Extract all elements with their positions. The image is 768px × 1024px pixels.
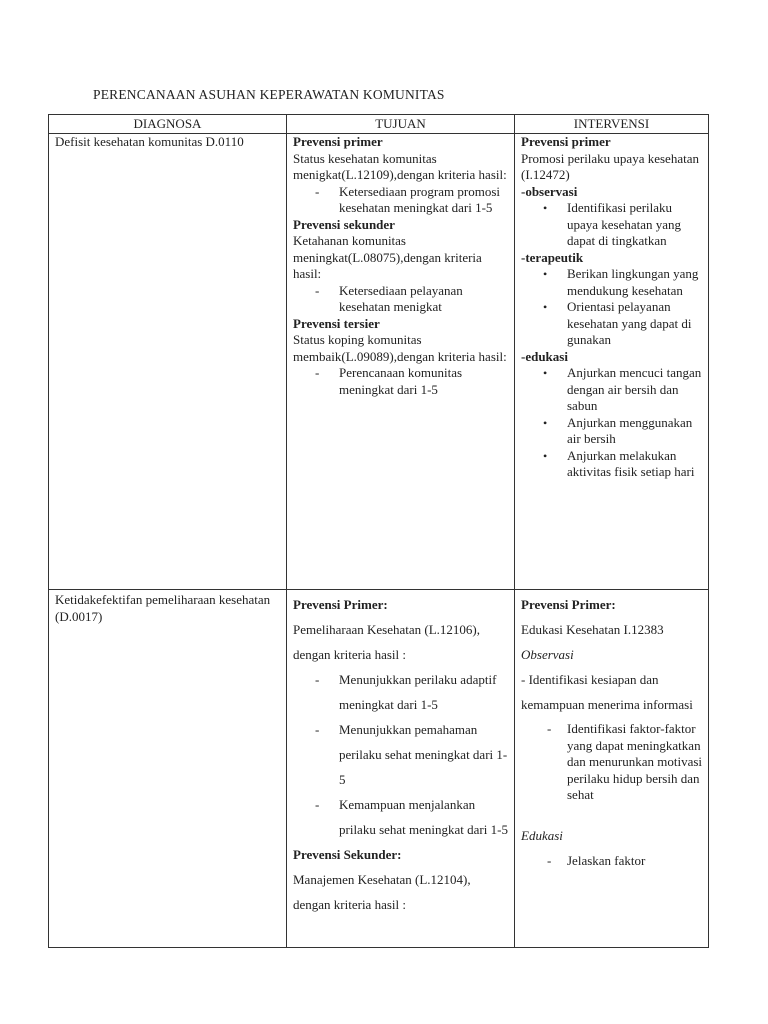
list-item: • Orientasi pelayanan kesehatan yang dapat di gunakan	[543, 299, 692, 347]
list-item: - Menunjukkan perilaku adaptif meningkat dari 1-5	[315, 672, 497, 712]
terapeutik-label: -terapeutik	[521, 249, 584, 265]
header-intervensi: INTERVENSI	[515, 115, 709, 134]
list-item: - Ketersediaan pelayanan kesehatan menigkat	[315, 282, 463, 314]
intervensi-heading: Prevensi primer	[521, 134, 611, 149]
prevensi-sekunder-heading: Prevensi Sekunder:	[293, 847, 402, 862]
list-item: • Anjurkan mencuci tangan dengan air bersih dan sabun	[543, 365, 702, 413]
prevensi-primer-heading: Prevensi Primer:	[293, 597, 388, 612]
observasi-label: Observasi	[521, 647, 574, 662]
list-item: - Jelaskan faktor	[547, 853, 646, 868]
table-row	[49, 590, 709, 948]
header-tujuan: TUJUAN	[287, 115, 515, 134]
list-item: - Menunjukkan pemahaman perilaku sehat meningkat dari 1-5	[315, 722, 508, 787]
list-item: - Perencanaan komunitas meningkat dari 1-5	[315, 365, 463, 397]
prevensi-sekunder-heading: Prevensi sekunder	[293, 216, 395, 232]
bullet-icon: •	[543, 448, 548, 463]
edukasi-label: -edukasi	[521, 348, 568, 364]
prevensi-sekunder-text: Manajemen Kesehatan (L.12104), dengan kriteria hasil :	[293, 872, 471, 912]
diagnosa-text: Ketidakefektifan pemeliharaan kesehatan (D.0017)	[55, 592, 271, 624]
observasi-label: -observasi	[521, 183, 578, 199]
prevensi-tersier-text: Status koping komunitas membaik(L.09089),dengan kriteria hasil:	[293, 332, 507, 364]
prevensi-primer-text: Pemeliharaan Kesehatan (L.12106), dengan kriteria hasil :	[293, 622, 480, 662]
list-item: - Ketersediaan program promosi kesehatan meningkat dari 1-5	[315, 183, 501, 215]
intervensi-text: Promosi perilaku upaya kesehatan (I.12472)	[521, 150, 699, 182]
prevensi-primer-text: Status kesehatan komunitas menigkat(L.12109),dengan kriteria hasil:	[293, 150, 507, 182]
list-item: - Kemampuan menjalankan prilaku sehat meningkat dari 1-5	[315, 797, 508, 837]
prevensi-sekunder-text: Ketahanan komunitas meningkat(L.08075),dengan kriteria hasil:	[293, 233, 482, 281]
list-item: • Anjurkan melakukan aktivitas fisik setiap hari	[543, 447, 695, 479]
intervensi-cell	[515, 134, 709, 590]
table-row	[49, 134, 709, 590]
bullet-icon: •	[543, 415, 548, 430]
list-item: • Identifikasi perilaku upaya kesehatan yang dapat di tingkatkan	[543, 200, 682, 248]
edukasi-label: Edukasi	[521, 827, 563, 843]
intervensi-text: Edukasi Kesehatan I.12383	[521, 622, 664, 637]
bullet-icon: •	[543, 201, 548, 215]
diagnosa-cell	[49, 134, 287, 590]
bullet-icon: •	[543, 267, 548, 281]
diagnosa-cell	[49, 590, 287, 948]
list-item: - Identifikasi faktor-faktor yang dapat meningkatkan dan menurunkan motivasi perilaku hidup bersih dan sehat	[547, 721, 703, 802]
observasi-text: - Identifikasi kesiapan dan kemampuan menerima informasi	[521, 672, 693, 712]
bullet-icon: •	[543, 366, 548, 380]
intervensi-cell	[515, 590, 709, 948]
diagnosa-text: Defisit kesehatan komunitas D.0110	[55, 134, 244, 149]
prevensi-tersier-heading: Prevensi tersier	[293, 315, 380, 331]
intervensi-heading: Prevensi Primer:	[521, 597, 616, 612]
tujuan-cell	[287, 134, 515, 590]
list-item: • Berikan lingkungan yang mendukung kesehatan	[543, 266, 699, 298]
table-header-row	[49, 115, 709, 134]
care-plan-table	[48, 114, 709, 948]
tujuan-cell	[287, 590, 515, 948]
list-item: • Anjurkan menggunakan air bersih	[543, 414, 693, 446]
header-diagnosa: DIAGNOSA	[49, 115, 287, 134]
bullet-icon: •	[543, 300, 548, 314]
prevensi-primer-heading: Prevensi primer	[293, 134, 383, 149]
document-title: PERENCANAAN ASUHAN KEPERAWATAN KOMUNITAS	[93, 87, 445, 102]
